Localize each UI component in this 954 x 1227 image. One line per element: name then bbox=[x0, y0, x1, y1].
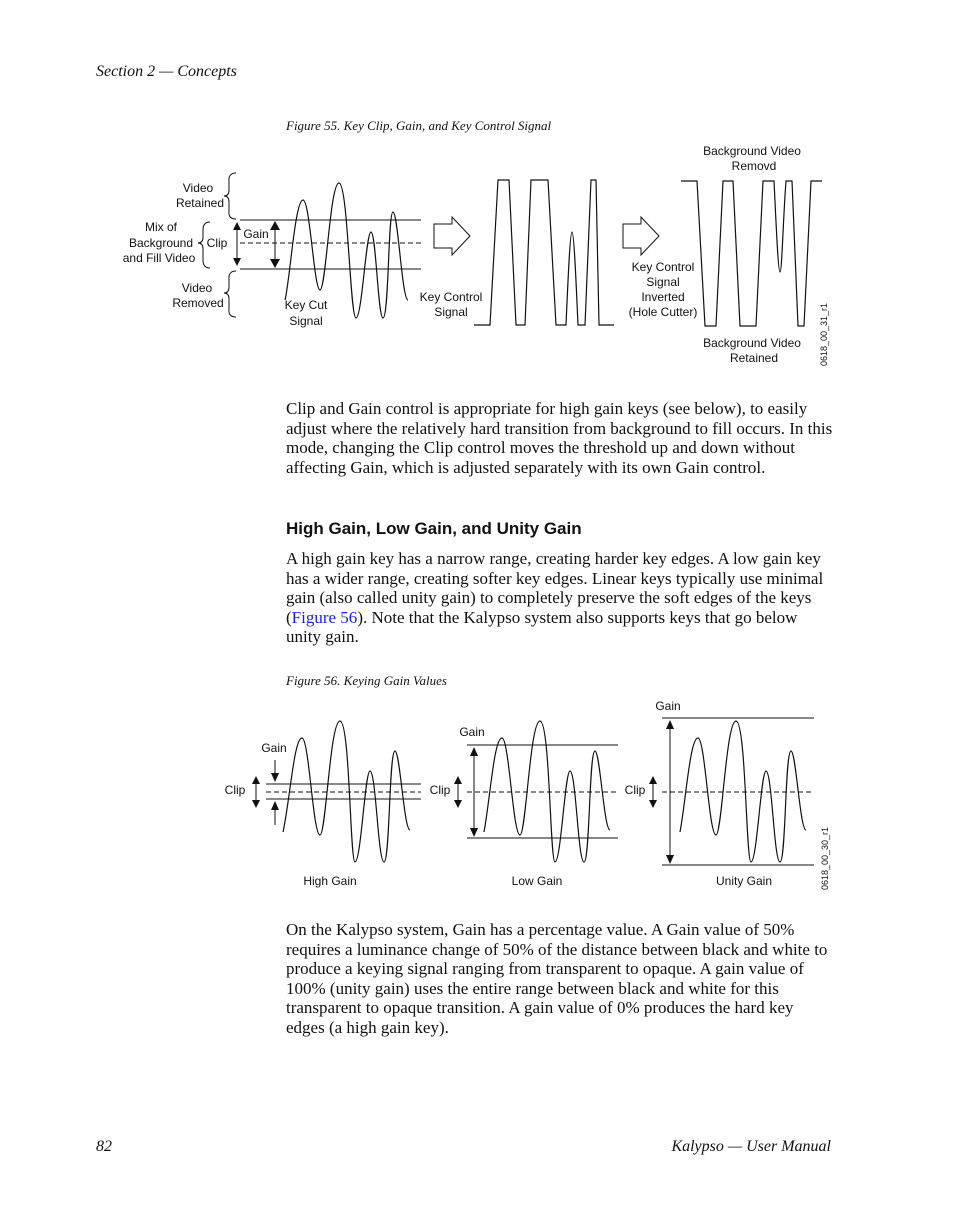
label-clip-c: Clip bbox=[624, 783, 646, 797]
label-mix: Mix of bbox=[144, 220, 178, 234]
svg-text:and Fill Video: and Fill Video bbox=[122, 251, 196, 265]
label-gain-c: Gain bbox=[655, 699, 681, 713]
svg-text:Removd: Removd bbox=[731, 159, 777, 173]
figure-56-link[interactable]: Figure 56 bbox=[291, 607, 358, 627]
paragraph-clip-gain: Clip and Gain control is appropriate for high gain keys (see below), to easily adjust where the relatively hard transition from background to fill occurs. In this mode, changing the Clip control moves the threshold up and down without affecting Gain, which is adjusted separately with its own Gain control. bbox=[286, 399, 833, 477]
svg-text:Background: Background bbox=[128, 236, 194, 250]
svg-text:Retained: Retained bbox=[729, 351, 779, 365]
section-header: Section 2 — Concepts bbox=[96, 63, 237, 80]
brace-retained bbox=[224, 173, 236, 219]
manual-title: Kalypso — User Manual bbox=[671, 1138, 831, 1155]
label-key-control: Key Control bbox=[419, 290, 483, 304]
figure-code-56: 0618_00_30_r1 bbox=[820, 826, 830, 890]
label-video-removed: Video bbox=[181, 281, 213, 295]
svg-text:Signal: Signal bbox=[434, 305, 468, 319]
label-gain-b: Gain bbox=[459, 725, 485, 739]
svg-text:Removed: Removed bbox=[172, 296, 224, 310]
label-high-gain: High Gain bbox=[303, 874, 357, 888]
label-bg-removed: Background Video bbox=[703, 144, 801, 158]
label-gain-a: Gain bbox=[261, 741, 287, 755]
label-unity-gain: Unity Gain bbox=[715, 874, 773, 888]
paragraph-gain-percentage: On the Kalypso system, Gain has a percentage value. A Gain value of 50% requires a luminance change of 50% of the distance between black and white to produce a keying signal ranging from transparent to opaque. A gain value of 100% (unity gain) uses the entire range between black and white for this transparent to opaque transition. A gain value of 0% produces the hard key edges (a high gain key). bbox=[286, 920, 828, 1037]
label-clip: Clip bbox=[206, 236, 228, 250]
svg-text:Inverted: Inverted bbox=[641, 290, 685, 304]
figure-55-caption: Figure 55. Key Clip, Gain, and Key Control Signal bbox=[286, 118, 552, 133]
inverted-signal bbox=[681, 181, 822, 326]
svg-text:Retained: Retained bbox=[175, 196, 225, 210]
label-clip-b: Clip bbox=[429, 783, 451, 797]
brace-removed bbox=[224, 271, 236, 317]
svg-text:Signal: Signal bbox=[646, 275, 680, 289]
figure-code: 0618_00_31_r1 bbox=[819, 302, 829, 366]
label-low-gain: Low Gain bbox=[511, 874, 563, 888]
label-bg-retained: Background Video bbox=[703, 336, 801, 350]
key-control-signal bbox=[474, 180, 614, 325]
svg-text:Signal: Signal bbox=[289, 314, 323, 328]
page-number: 82 bbox=[96, 1138, 112, 1155]
label-inverted: Key Control bbox=[631, 260, 695, 274]
label-key-cut: Key Cut bbox=[284, 298, 328, 312]
label-gain: Gain bbox=[243, 227, 269, 241]
paragraph-gain-types: A high gain key has a narrow range, creating harder key edges. A low gain key has a wider range, creating softer key edges. Linear keys typically use minimal gain (also called unity gain) to completely preserve the soft edges of the keys (Figure 56). Note that the Kalypso system also supports keys that go below unity gain. bbox=[286, 549, 824, 647]
figure-56-diagram bbox=[215, 695, 840, 900]
svg-text:(Hole Cutter): (Hole Cutter) bbox=[628, 305, 698, 319]
label-clip-a: Clip bbox=[224, 783, 246, 797]
figure-55-diagram bbox=[110, 140, 840, 375]
figure-56-caption: Figure 56. Keying Gain Values bbox=[286, 673, 447, 688]
section-heading-gain: High Gain, Low Gain, and Unity Gain bbox=[286, 519, 582, 538]
label-video-retained: Video bbox=[182, 181, 214, 195]
